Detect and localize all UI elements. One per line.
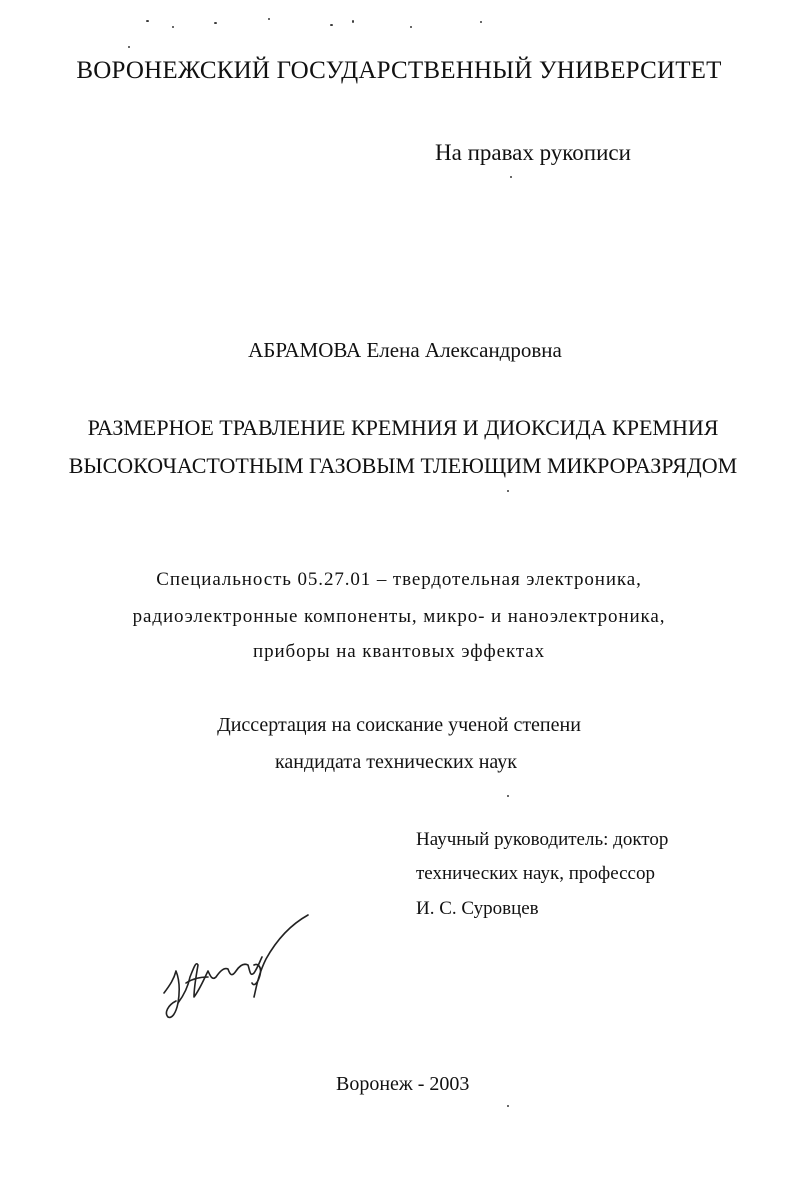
institution-heading: ВОРОНЕЖСКИЙ ГОСУДАРСТВЕННЫЙ УНИВЕРСИТЕТ [76,57,722,84]
advisor-line-1: Научный руководитель: доктор [416,829,669,850]
specialty-line-2: радиоэлектронные компоненты, микро- и наноэлектроника, [132,606,666,627]
specialty-line-1: Специальность 05.27.01 – твердотельная электроника, [156,569,642,590]
advisor-line-2: технических наук, профессор [416,863,655,884]
author-signature [150,905,320,1030]
author-name: АБРАМОВА Елена Александровна [248,338,562,362]
thesis-title-line-1: РАЗМЕРНОЕ ТРАВЛЕНИЕ КРЕМНИЯ И ДИОКСИДА КРЕМНИЯ [87,415,719,440]
specialty-line-3: приборы на квантовых эффектах [253,641,545,662]
advisor-name: И. С. Суровцев [416,898,539,919]
signature-stroke-main [164,957,262,1003]
rights-note: На правах рукописи [435,140,631,165]
thesis-title-line-2: ВЫСОКОЧАСТОТНЫМ ГАЗОВЫМ ТЛЕЮЩИМ МИКРОРАЗРЯДОМ [68,453,738,478]
degree-statement-line-2: кандидата технических наук [274,751,518,773]
degree-statement-line-1: Диссертация на соискание ученой степени [217,714,581,736]
signature-stroke-loop [166,1001,178,1017]
signature-stroke-tail [254,915,308,997]
city-and-year: Воронеж - 2003 [336,1073,470,1095]
